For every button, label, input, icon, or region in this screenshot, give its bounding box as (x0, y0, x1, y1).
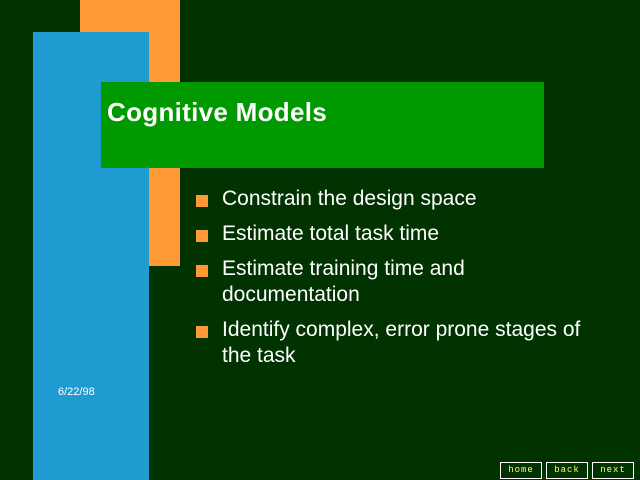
home-button[interactable]: home (500, 462, 542, 479)
list-item-label: Estimate training time and documentation (222, 257, 465, 306)
list-item-label: Constrain the design space (222, 187, 477, 210)
list-item (196, 186, 616, 212)
list-item (196, 256, 616, 308)
square-bullet-icon (196, 265, 208, 277)
list-item (196, 317, 616, 369)
list-item-label: Estimate total task time (222, 222, 440, 245)
list-item (196, 221, 616, 247)
navigation-bar (500, 462, 634, 479)
square-bullet-icon (196, 195, 208, 207)
next-button[interactable]: next (592, 462, 634, 479)
back-button[interactable]: back (546, 462, 588, 479)
square-bullet-icon (196, 326, 208, 338)
bullet-list (196, 186, 616, 378)
page-title: Cognitive Models (107, 97, 328, 127)
date-stamp: 6/22/98 (58, 386, 95, 398)
square-bullet-icon (196, 230, 208, 242)
list-item-label: Identify complex, error prone stages of the task (222, 318, 581, 367)
